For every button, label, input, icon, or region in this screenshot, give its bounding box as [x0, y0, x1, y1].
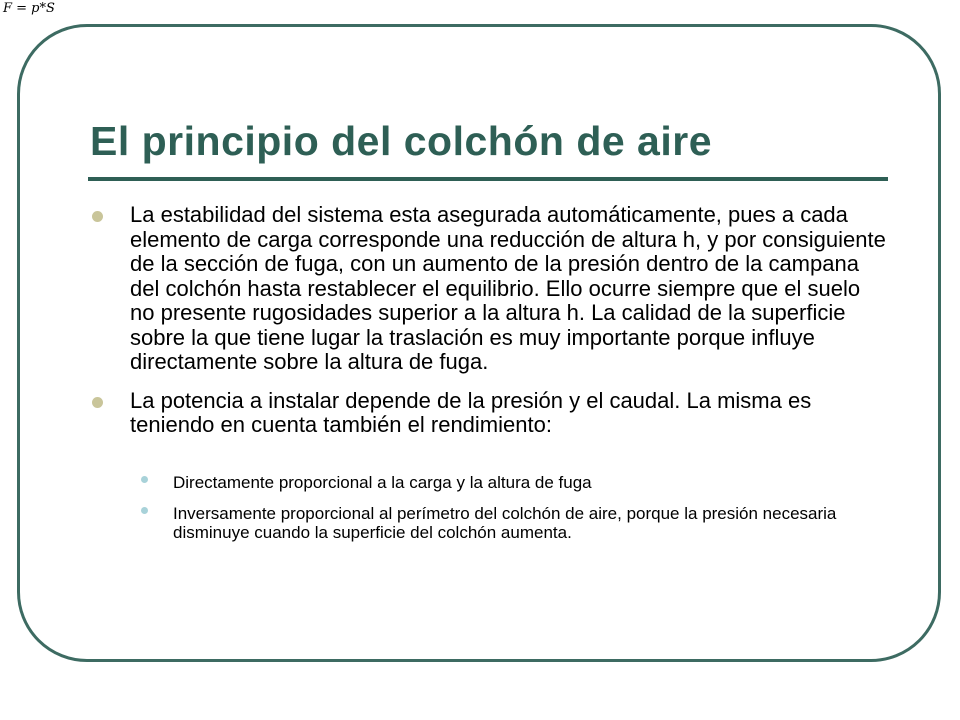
- sub-bullet-text: Inversamente proporcional al perímetro del colchón de aire, porque la presión necesaria disminuye cuando la superficie del colchón aumenta.: [173, 504, 837, 542]
- sub-bullet-text: Directamente proporcional a la carga y la altura de fuga: [173, 472, 592, 492]
- formula-label: F = p*S: [3, 1, 55, 16]
- slide-title: El principio del colchón de aire: [90, 118, 713, 164]
- bullet-dot-icon: [92, 397, 103, 408]
- sub-bullet-dot-icon: [141, 476, 148, 483]
- bullet-dot-icon: [92, 211, 103, 222]
- sub-bullet-item: [90, 474, 890, 493]
- sub-bullet-dot-icon: [141, 507, 148, 514]
- sub-bullet-item: [90, 505, 890, 542]
- bullet-item: [90, 389, 890, 438]
- bullet-text: La estabilidad del sistema esta asegurada automáticamente, pues a cada elemento de carga corresponde una reducción de altura h, y por consiguiente de la sección de fuga, con un aumento de la presión dentro de la campana del colchón hasta restablecer el equilibrio. Ello ocurre siempre que el suelo no presente rugosidades superior a la altura h. La calidad de la superficie sobre la que tiene lugar la traslación es muy importante porque influye directamente sobre la altura de fuga.: [130, 202, 886, 374]
- bullet-item: [90, 203, 890, 375]
- bullet-text: La potencia a instalar depende de la presión y el caudal. La misma es teniendo en cuenta también el rendimiento:: [130, 387, 812, 437]
- title-underline: [88, 177, 888, 181]
- slide-content: [90, 203, 890, 542]
